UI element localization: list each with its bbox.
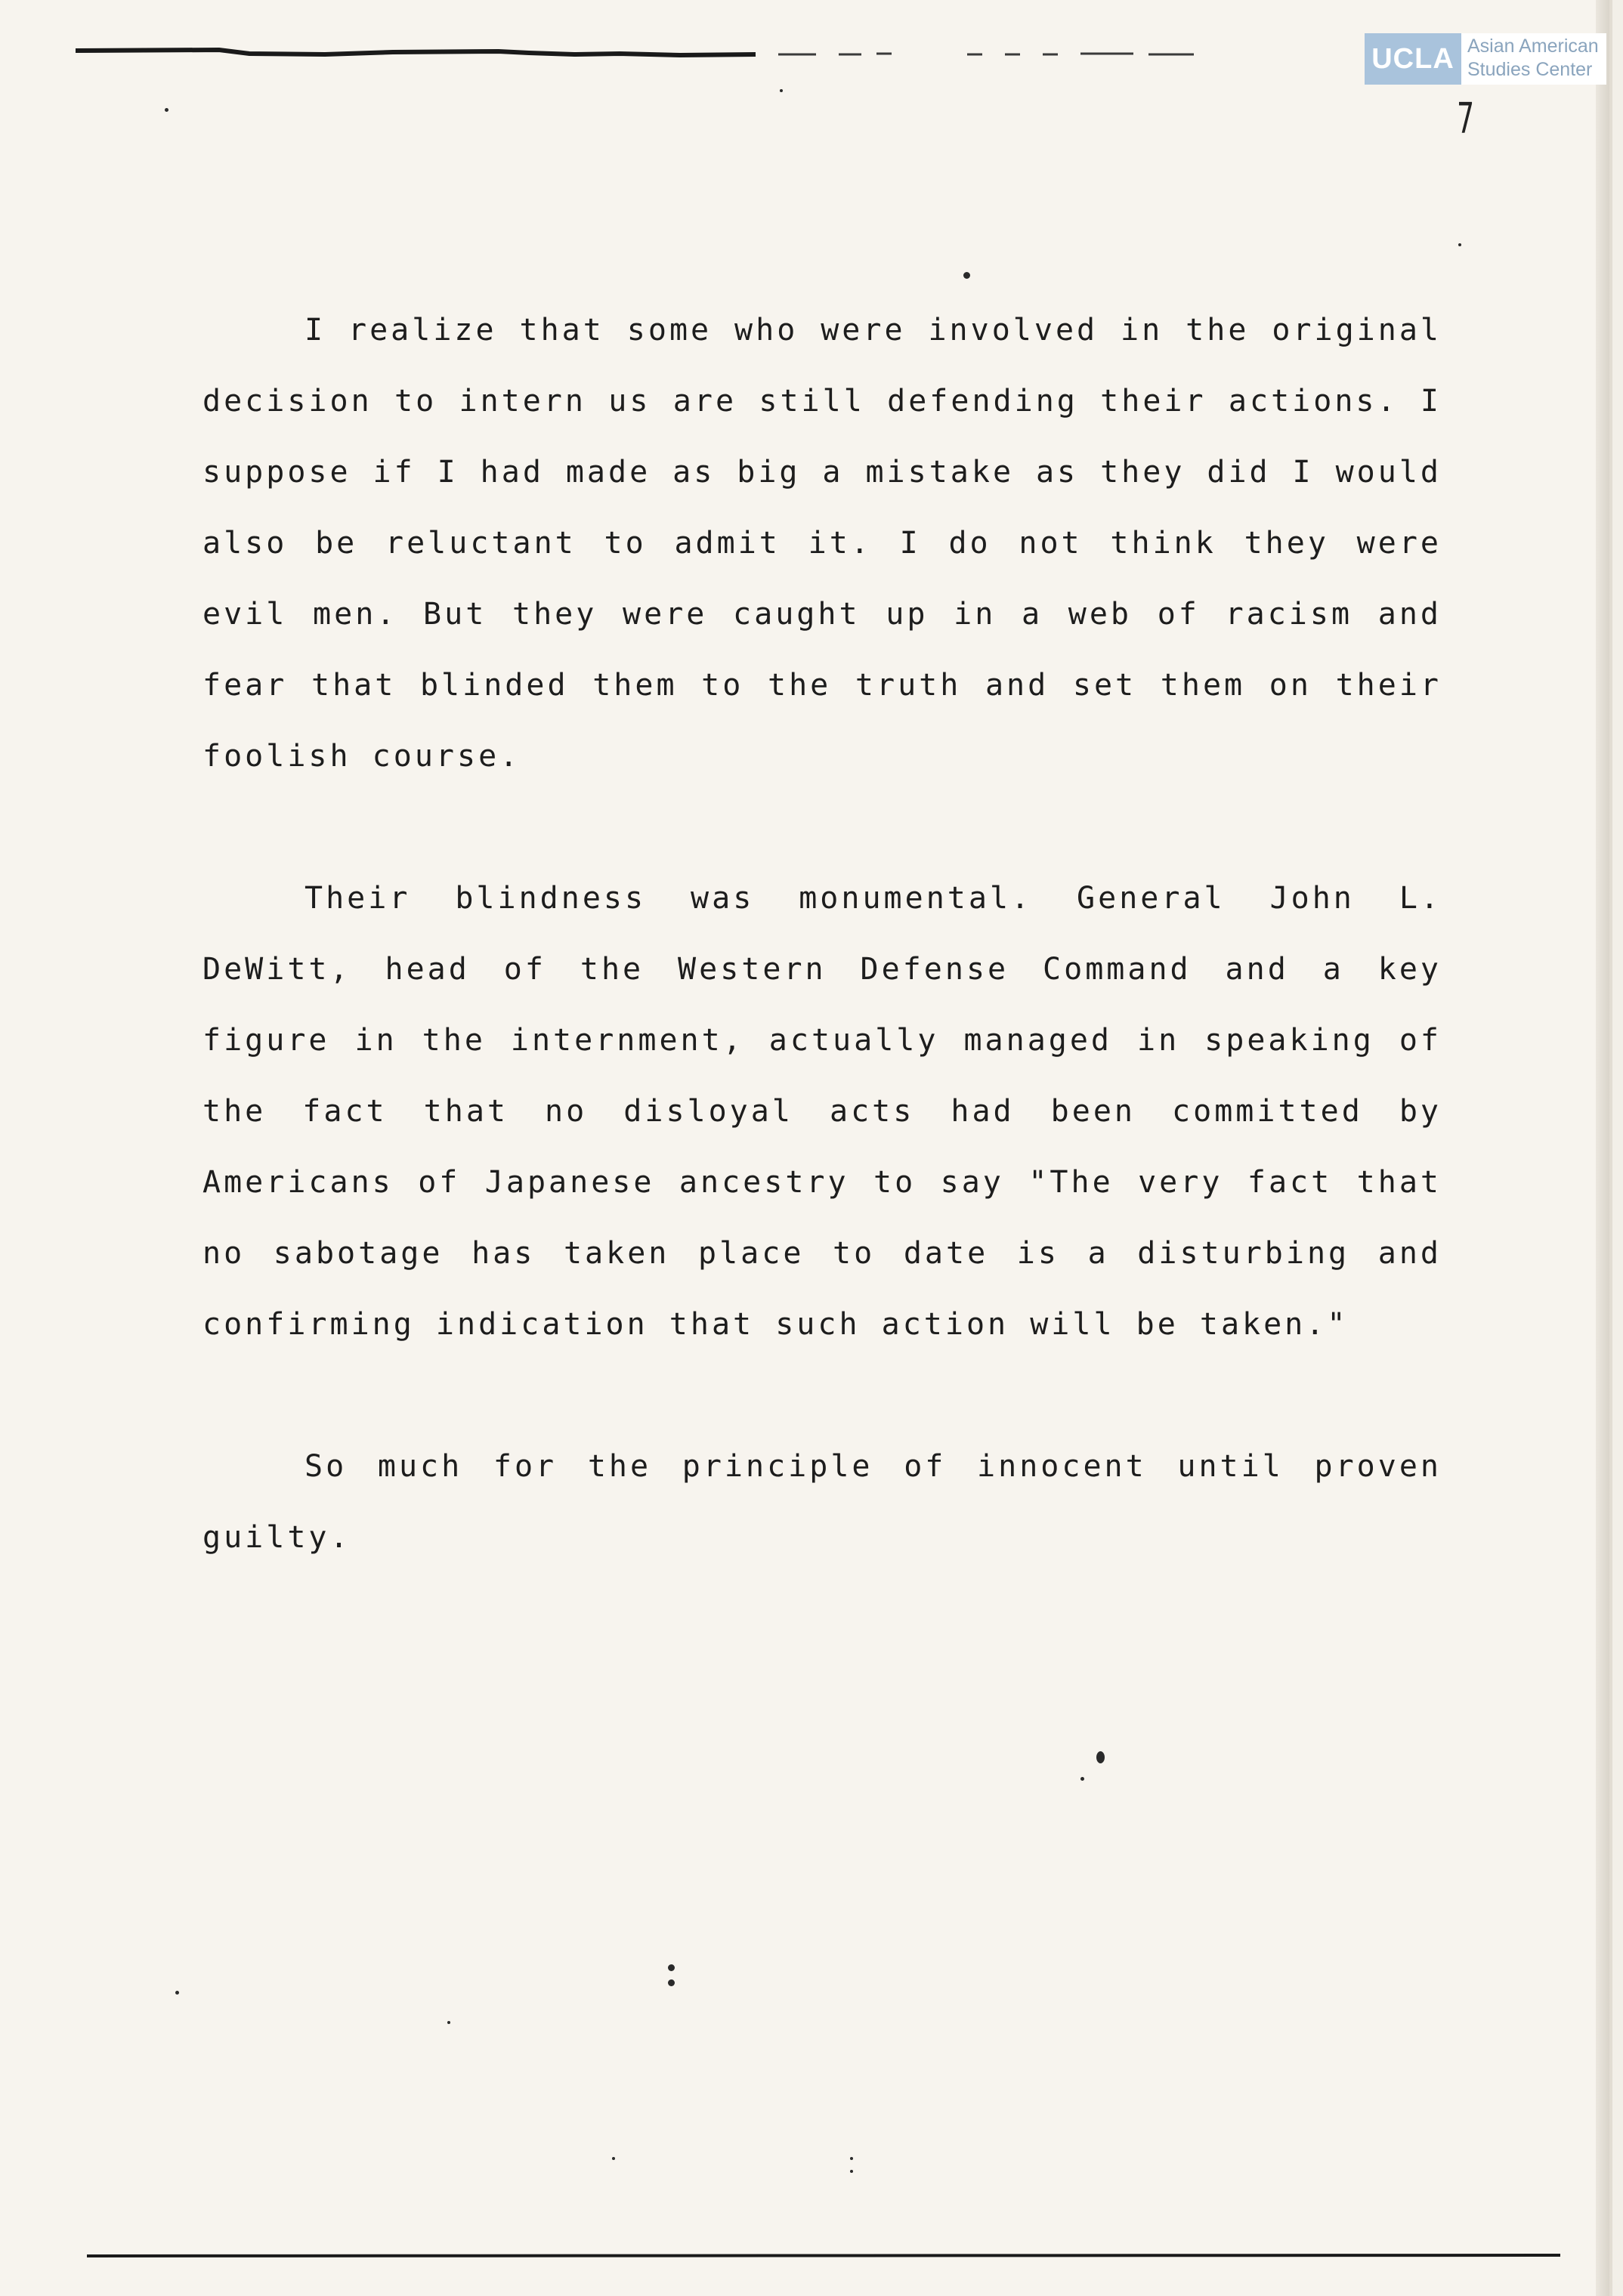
speck bbox=[668, 1964, 675, 1971]
speck bbox=[850, 2157, 853, 2160]
page-edge bbox=[1596, 0, 1609, 2296]
speck bbox=[612, 2157, 615, 2160]
archive-name-line2: Studies Center bbox=[1467, 59, 1593, 80]
speck bbox=[1096, 1751, 1105, 1763]
paragraph-2: Their blindness was monumental. General John L. DeWitt, head of the Western Defense Command and a key figure in the internment, actually managed in speaking of the fact that no disloyal acts had been committed by Americans of Japanese ancestry to say "The very fact that no sabotage has taken place to date is a disturbing and confirming indication that such action will be taken." bbox=[202, 881, 1442, 1342]
speck bbox=[963, 272, 970, 279]
speck bbox=[668, 1979, 675, 1986]
speck bbox=[1080, 1777, 1084, 1781]
paragraph-3: So much for the principle of innocent until proven guilty. bbox=[202, 1449, 1442, 1555]
speck bbox=[850, 2170, 853, 2173]
top-rule bbox=[76, 47, 1209, 57]
ucla-logo: UCLA bbox=[1365, 33, 1461, 85]
speck bbox=[780, 89, 783, 92]
bottom-rule bbox=[87, 2251, 1560, 2260]
speck bbox=[447, 2021, 450, 2024]
archive-badge bbox=[1365, 33, 1606, 85]
archive-name-line1: Asian American bbox=[1467, 36, 1599, 57]
speck bbox=[175, 1991, 179, 1995]
paragraph-1: I realize that some who were involved in the original decision to intern us are still defending their actions. I suppose if I had made as big a mistake as they did I would also be reluctant to admit it. I do not think they were evil men. But they were caught up in a web of racism and fear that blinded them to the truth and set them on their foolish course. bbox=[202, 313, 1442, 774]
body-text bbox=[202, 295, 1442, 1573]
page-number: 7 bbox=[1457, 94, 1475, 144]
archive-name bbox=[1461, 33, 1606, 85]
speck bbox=[165, 108, 168, 112]
speck bbox=[1458, 243, 1461, 246]
